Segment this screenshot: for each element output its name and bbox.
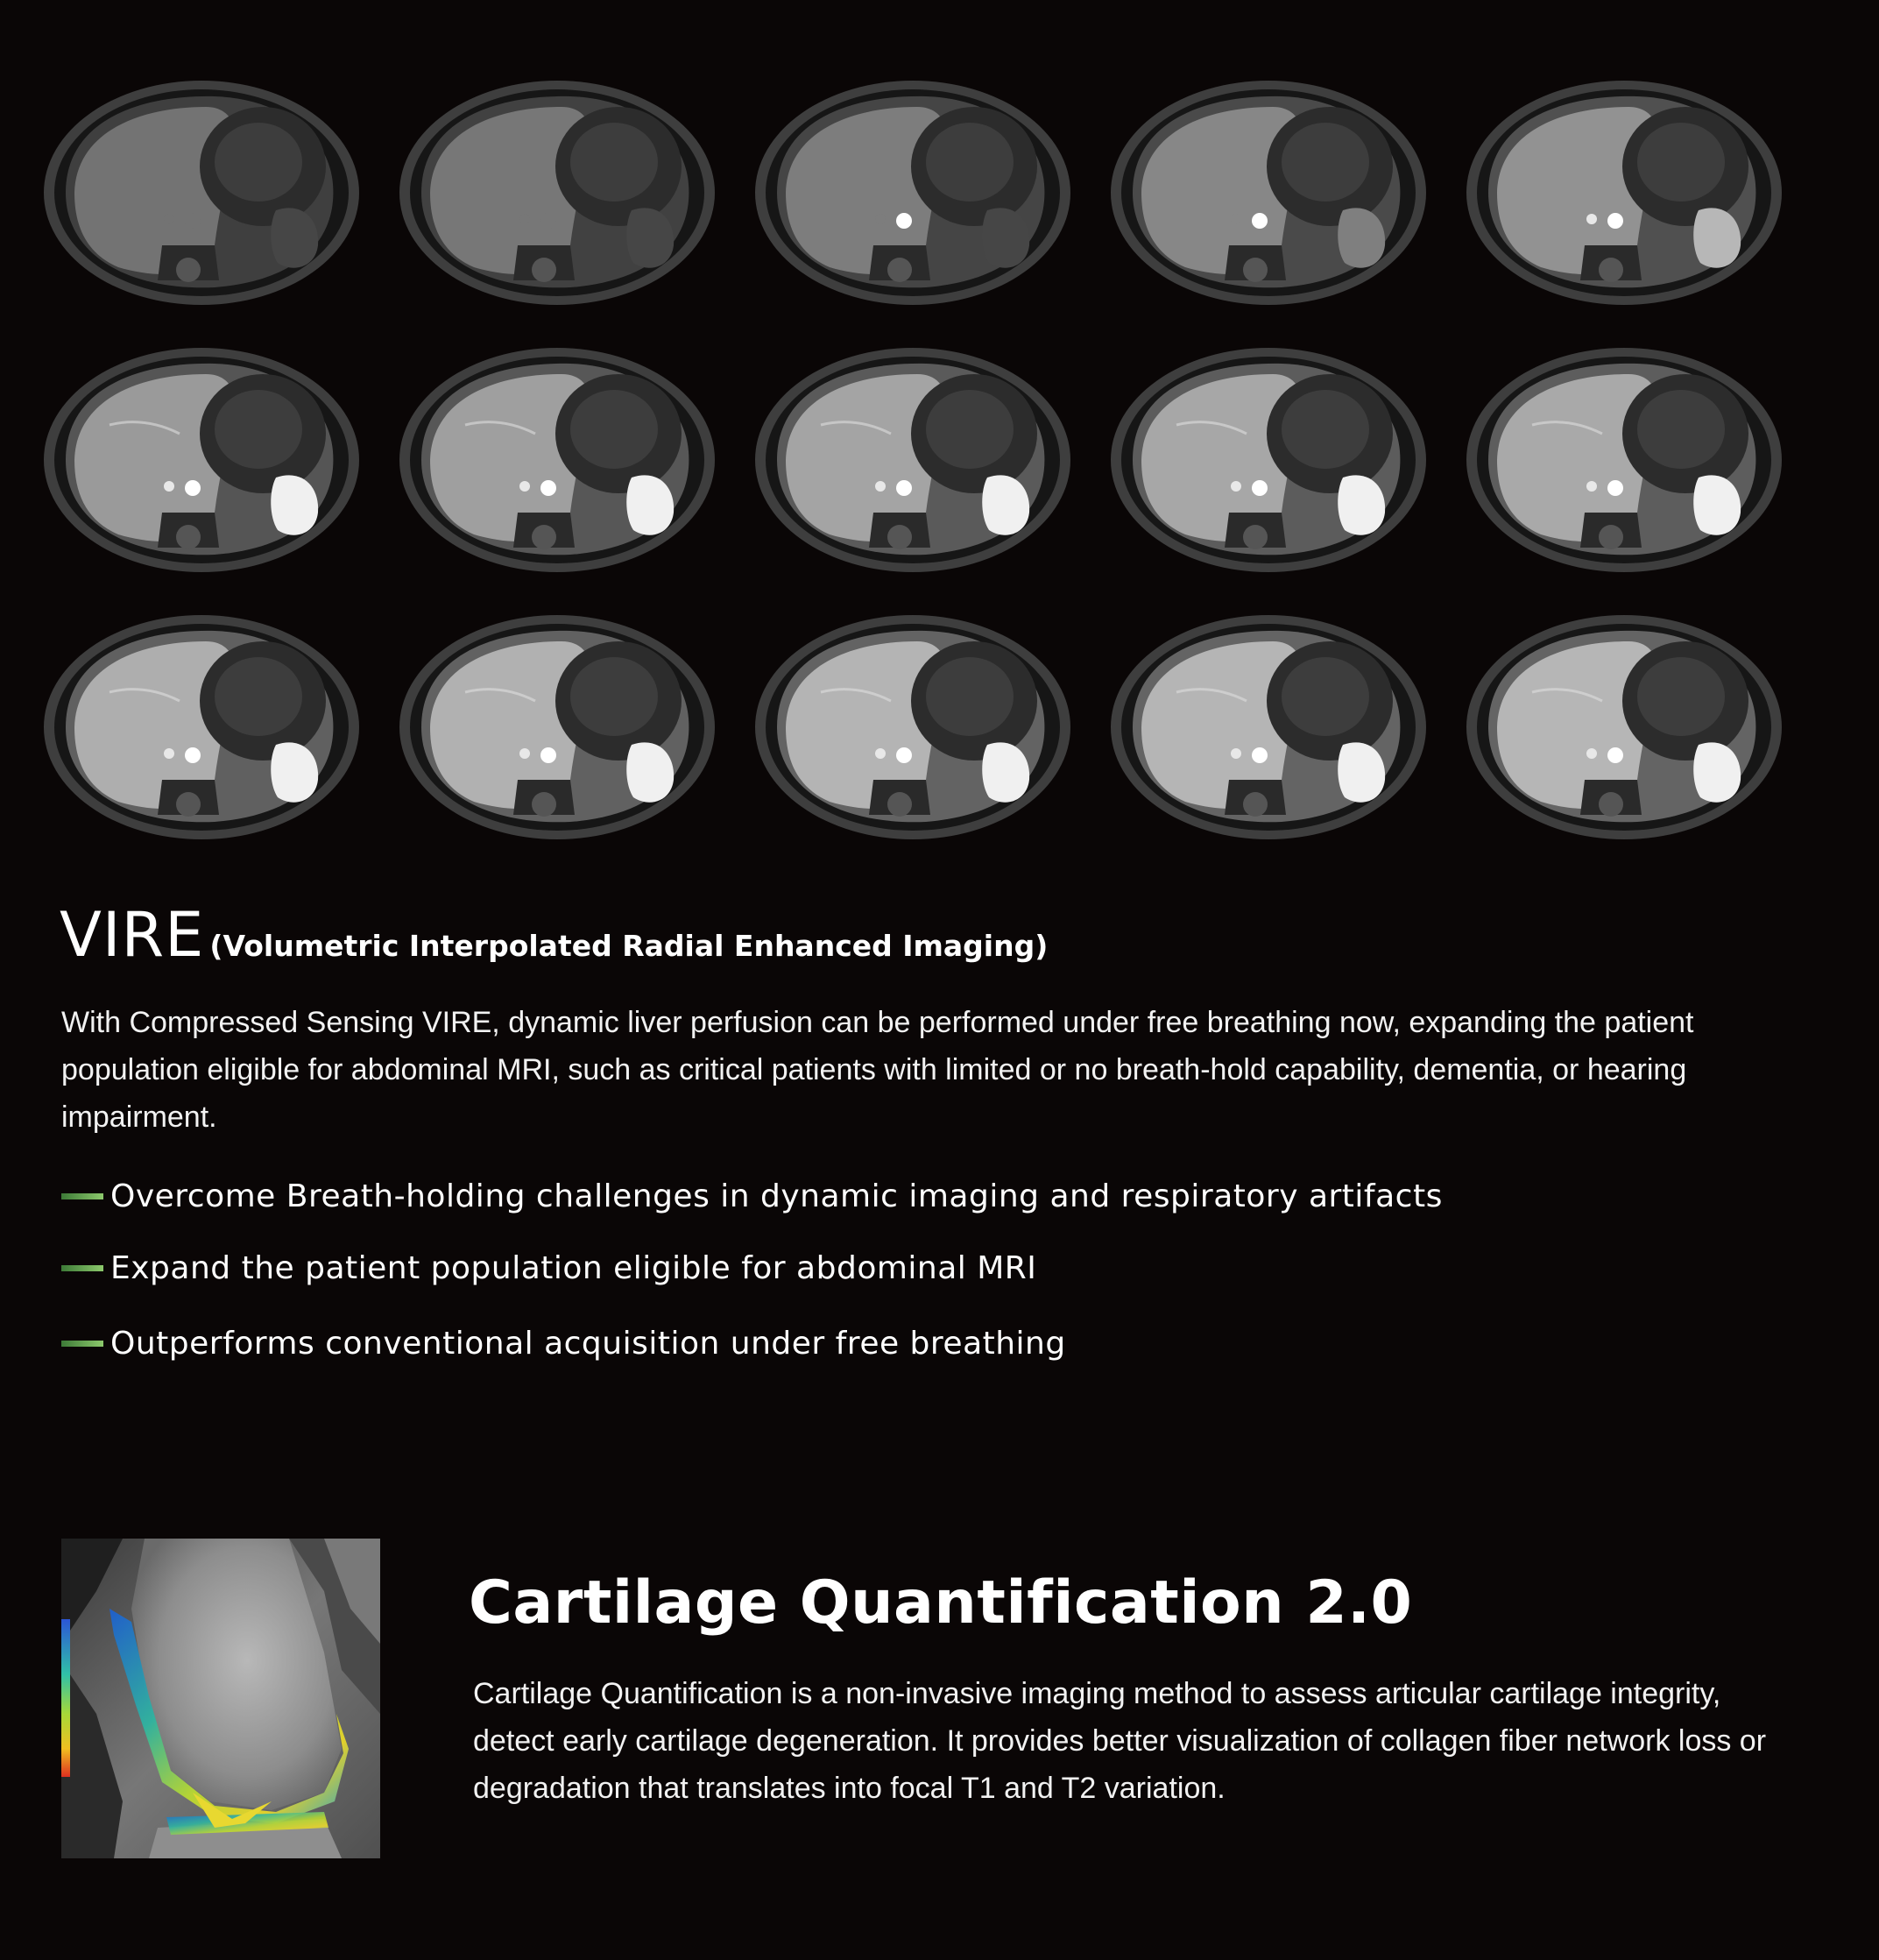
mri-slice xyxy=(1102,596,1435,859)
mri-slice xyxy=(35,596,368,859)
green-dash-icon xyxy=(61,1265,103,1271)
green-dash-icon xyxy=(61,1341,103,1347)
vire-subtitle: (Volumetric Interpolated Radial Enhanced Imaging) xyxy=(209,929,1049,963)
mri-slice xyxy=(746,61,1079,324)
mri-slice xyxy=(746,329,1079,591)
benefit-text: Overcome Breath-holding challenges in dynamic imaging and respiratory artifacts xyxy=(110,1178,1443,1214)
green-dash-icon xyxy=(61,1193,103,1199)
mri-slice xyxy=(1458,61,1791,324)
mri-slice xyxy=(1102,61,1435,324)
vire-description: With Compressed Sensing VIRE, dynamic liver perfusion can be performed under free breathing now, expanding the patient population eligible for abdominal MRI, such as critical patients with limited or no breath-hold capability, dementia, or hearing impairment. xyxy=(61,1006,1694,1134)
vire-title: VIRE xyxy=(60,899,205,971)
knee-cartilage-map-image xyxy=(61,1539,380,1858)
benefit-text: Outperforms conventional acquisition under free breathing xyxy=(110,1326,1066,1362)
benefit-text: Expand the patient population eligible for abdominal MRI xyxy=(110,1250,1037,1286)
mri-slice xyxy=(391,329,724,591)
mri-slice xyxy=(746,596,1079,859)
vire-heading xyxy=(60,899,1048,971)
benefit-item xyxy=(61,1178,1443,1214)
mri-slice xyxy=(1458,596,1791,859)
benefit-item xyxy=(61,1326,1066,1362)
mri-slice xyxy=(391,61,724,324)
cartilage-quantification-description: Cartilage Quantification is a non-invasive imaging method to assess articular cartilage integrity, detect early cartilage degeneration. It provides better visualization of collagen fiber network loss or degradation that translates into focal T1 and T2 variation. xyxy=(473,1677,1767,1805)
mri-slice xyxy=(1458,329,1791,591)
mri-slice xyxy=(35,329,368,591)
mri-slice xyxy=(35,61,368,324)
mri-slice xyxy=(391,596,724,859)
benefit-item xyxy=(61,1250,1036,1286)
cartilage-quantification-title: Cartilage Quantification 2.0 xyxy=(469,1568,1413,1638)
liver-perfusion-mri-grid xyxy=(35,61,1787,850)
mri-slice xyxy=(1102,329,1435,591)
